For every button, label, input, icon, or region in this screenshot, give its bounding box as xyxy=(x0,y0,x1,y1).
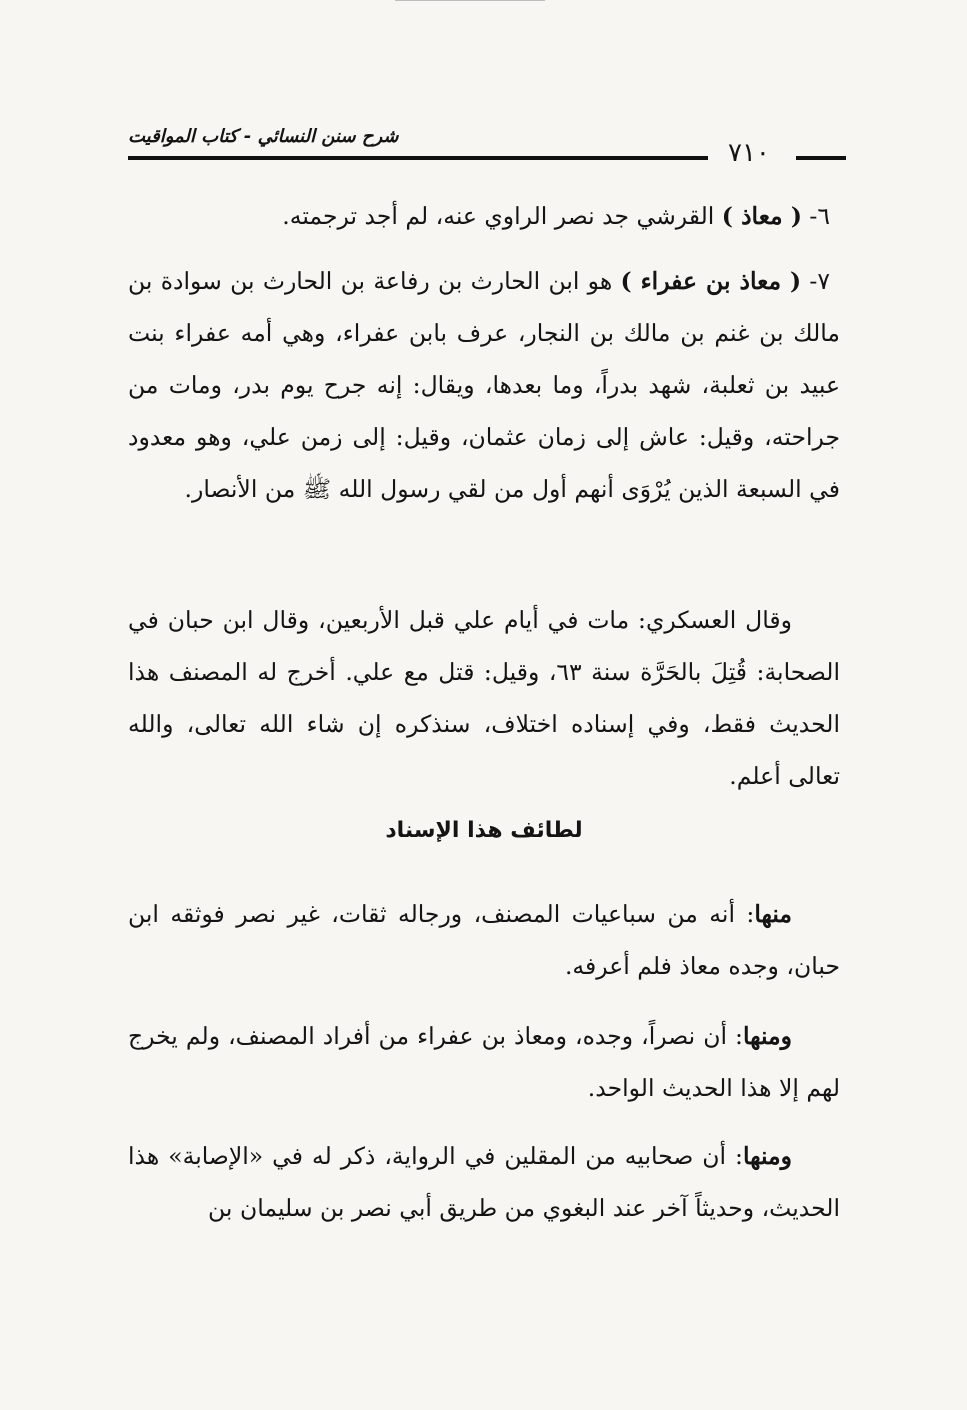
section-heading: لطائف هذا الإسناد xyxy=(385,818,583,843)
paragraph-text: : أنه من سباعيات المصنف، ورجاله ثقات، غير نصر فوثقه ابن حبان، وجده معاذ فلم أعرفه. xyxy=(128,900,840,980)
paragraph-text: : أن صحابيه من المقلين في الرواية، ذكر له في «الإصابة» هذا الحديث، وحديثاً آخر عند البغوي من طريق أبي نصر بن سليمان بن xyxy=(128,1142,840,1222)
paragraph-narrator-7 xyxy=(128,255,840,515)
paragraph-text: وقال العسكري: مات في أيام علي قبل الأربعين، وقال ابن حبان في الصحابة: قُتِلَ بالحَرَّة سنة ٦٣، وقيل: قتل مع علي. أخرج له المصنف هذا الحديث فقط، وفي إسناده اختلاف، سنذكره إن شاء الله تعالى، والله تعالى أعلم. xyxy=(128,606,840,790)
paragraph-narrator-6 xyxy=(128,190,840,242)
point-lead: ومنها xyxy=(742,1022,792,1050)
point-lead: منها xyxy=(754,900,792,928)
top-scan-line xyxy=(395,0,545,1)
item-marker: ٦- xyxy=(801,202,830,230)
paragraph-first-point xyxy=(128,888,840,992)
running-title: شرح سنن النسائي - كتاب المواقيت xyxy=(128,126,399,147)
narrator-name: ( معاذ ) xyxy=(721,202,802,230)
paragraph-third-point xyxy=(128,1130,840,1234)
narrator-name: ( معاذ بن عفراء ) xyxy=(620,267,802,295)
paragraph-text: القرشي جد نصر الراوي عنه، لم أجد ترجمته. xyxy=(282,202,722,230)
page-header xyxy=(128,120,848,190)
header-rule-right xyxy=(796,156,846,160)
point-lead: ومنها xyxy=(742,1142,792,1170)
header-rule-left xyxy=(128,156,708,160)
paragraph-text: : أن نصراً، وجده، ومعاذ بن عفراء من أفراد المصنف، ولم يخرج لهم إلا هذا الحديث الواحد. xyxy=(128,1022,840,1102)
paragraph-second-point xyxy=(128,1010,840,1114)
paragraph-askari xyxy=(128,594,840,802)
page-number: ٧١٠ xyxy=(728,138,770,168)
item-marker: ٧- xyxy=(801,267,830,295)
paragraph-text: هو ابن الحارث بن رفاعة بن الحارث بن سوادة بن مالك بن غنم بن مالك بن النجار، عرف بابن عفراء، وهي أمه عفراء بنت عبيد بن ثعلبة، شهد بدراً، وما بعدها، ويقال: إنه جرح يوم بدر، ومات من جراحته، وقيل: عاش إلى زمان عثمان، وقيل: إلى زمن علي، وهو معدود في السبعة الذين يُرْوَى أنهم أول من لقي رسول الله ﷺ من الأنصار. xyxy=(128,267,840,503)
